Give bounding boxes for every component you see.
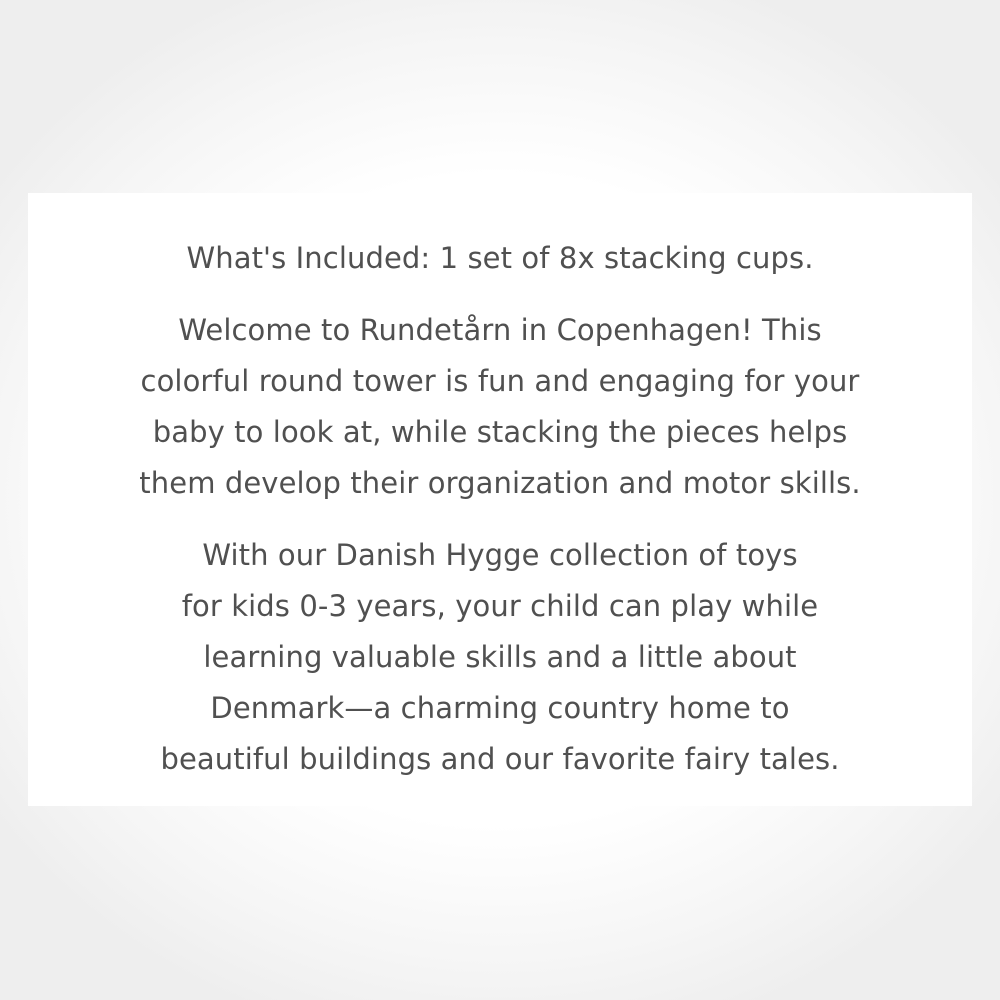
- included-paragraph: [28, 233, 972, 284]
- product-description: [28, 233, 972, 785]
- collection-line-5: beautiful buildings and our favorite fairy tales.: [160, 742, 840, 776]
- welcome-paragraph: [28, 305, 972, 509]
- welcome-line-1: Welcome to Rundetårn in Copenhagen! This: [178, 313, 822, 347]
- welcome-line-3: baby to look at, while stacking the pieces helps: [152, 415, 848, 449]
- description-panel: [28, 193, 972, 806]
- collection-line-2: for kids 0-3 years, your child can play while: [181, 589, 819, 623]
- collection-line-1: With our Danish Hygge collection of toys: [202, 538, 798, 572]
- welcome-line-2: colorful round tower is fun and engaging for your: [140, 364, 860, 398]
- collection-paragraph: [28, 530, 972, 785]
- collection-line-4: Denmark—a charming country home to: [210, 691, 790, 725]
- collection-line-3: learning valuable skills and a little about: [203, 640, 797, 674]
- welcome-line-4: them develop their organization and motor skills.: [139, 466, 861, 500]
- included-line: What's Included: 1 set of 8x stacking cups.: [186, 241, 814, 275]
